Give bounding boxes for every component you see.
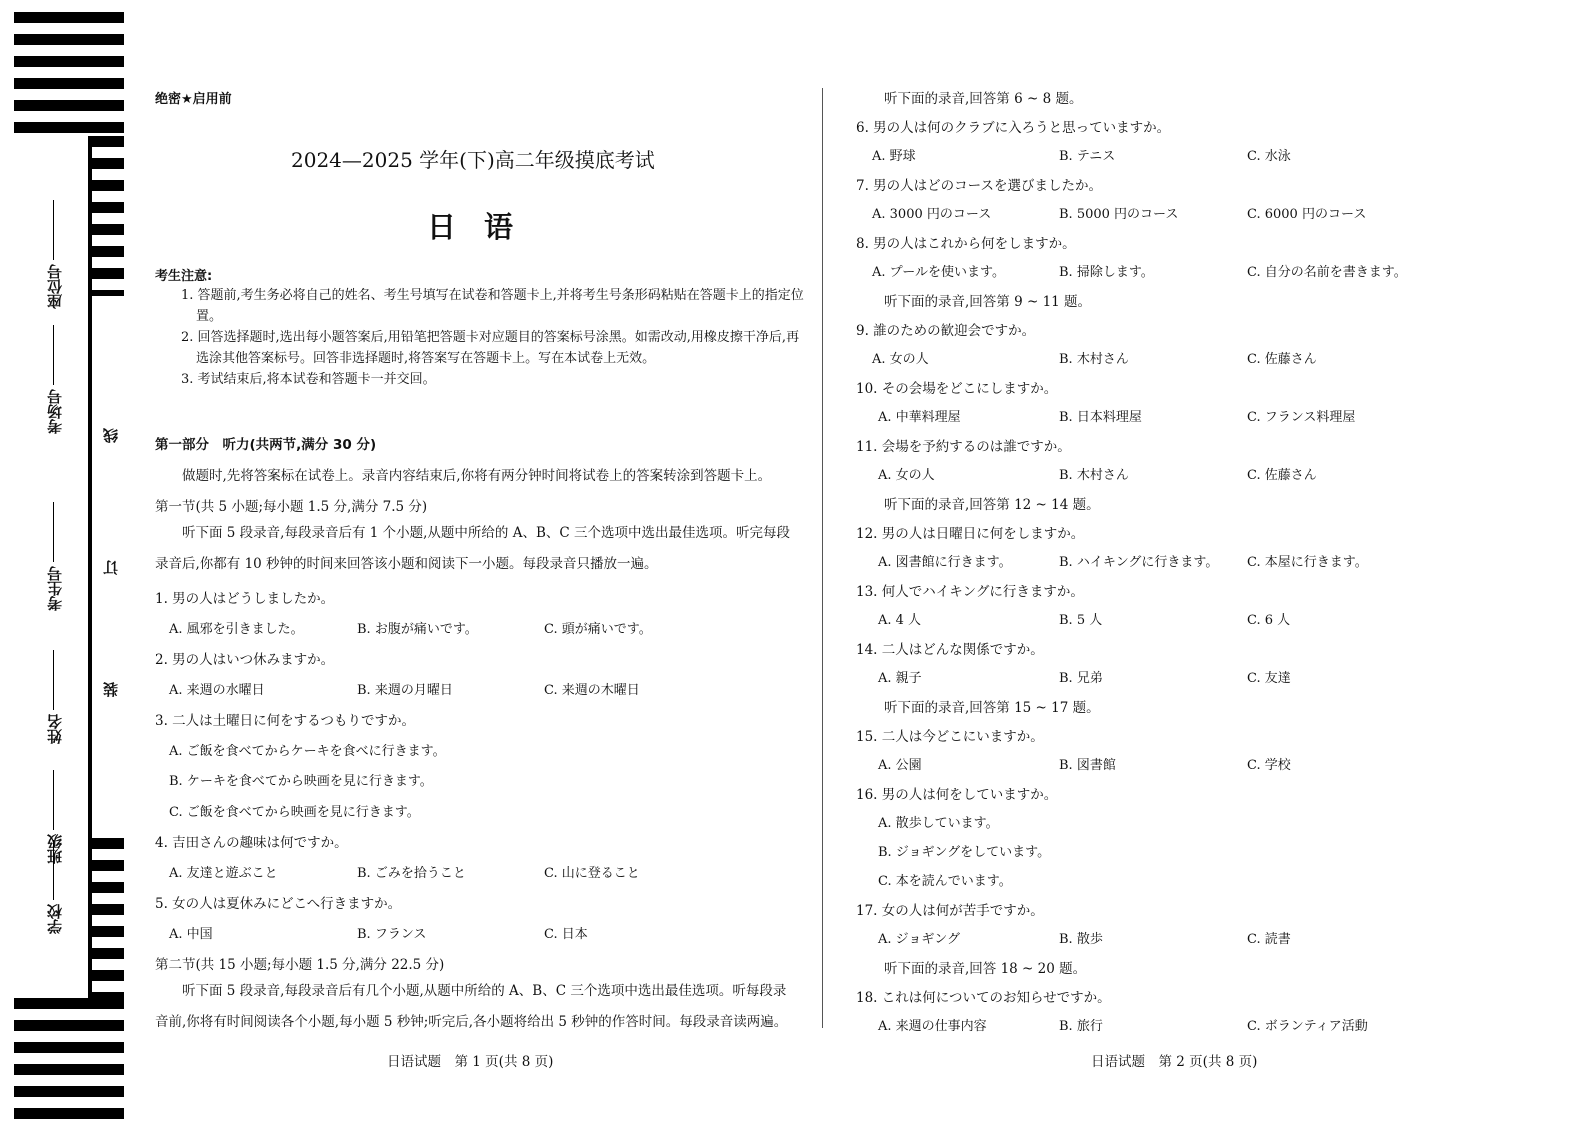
q10-option-b: B. 日本料理屋 [1059, 410, 1142, 425]
question-13: 13. 何人でハイキングに行きますか。 [856, 584, 1084, 600]
binding-stripes-top [14, 12, 124, 136]
group-instruction-12-14: 听下面的录音,回答第 12 ~ 14 题。 [884, 497, 1100, 513]
exam-title: 2024—2025 学年(下)高二年级摸底考试 [291, 148, 655, 172]
subject-title: 日语 [427, 210, 542, 244]
q5-option-a: A. 中国 [169, 927, 213, 942]
q17-option-b: B. 散歩 [1059, 932, 1103, 947]
q7-option-c: C. 6000 円のコース [1247, 207, 1367, 222]
q6-option-c: C. 水泳 [1247, 149, 1291, 164]
q16-option-a: A. 散歩しています。 [878, 816, 999, 831]
section2-instructions: 听下面 5 段录音,每段录音后有几个小题,从题中所给的 A、B、C 三个选项中选出最佳选项。听每段录音前,你将有时间阅读各个小题,每小题 5 秒钟;听完后,各小题将给出 5 秒钟的作答时间。每段录音读两遍。 [155, 983, 788, 1030]
binding-stripes-upper [92, 136, 124, 296]
group-instruction-9-11: 听下面的录音,回答第 9 ~ 11 题。 [884, 294, 1092, 310]
q5-option-b: B. フランス [357, 927, 427, 942]
q17-option-c: C. 読書 [1247, 932, 1291, 947]
q3-option-c: C. ご飯を食べてから映画を見に行きます。 [169, 805, 420, 820]
question-4: 4. 吉田さんの趣味は何ですか。 [155, 835, 348, 851]
group-instruction-15-17: 听下面的录音,回答第 15 ~ 17 题。 [884, 700, 1100, 716]
q12-option-c: C. 本屋に行きます。 [1247, 555, 1368, 570]
q1-option-b: B. お腹が痛いです。 [357, 622, 478, 637]
q3-option-a: A. ご飯を食べてからケーキを食べに行きます。 [169, 744, 446, 759]
q7-option-b: B. 5000 円のコース [1059, 207, 1179, 222]
binding-stripes-lower [92, 838, 124, 998]
q12-option-b: B. ハイキングに行きます。 [1059, 555, 1219, 570]
q4-option-c: C. 山に登ること [544, 866, 640, 881]
question-18: 18. これは何についてのお知らせですか。 [856, 990, 1111, 1006]
question-6: 6. 男の人は何のクラブに入ろうと思っていますか。 [856, 120, 1171, 136]
q15-option-b: B. 図書館 [1059, 758, 1116, 773]
q13-option-b: B. 5 人 [1059, 613, 1103, 628]
exam-room-label: 考场号 [44, 325, 70, 434]
binding-mark-line: 线 [102, 428, 120, 443]
question-2: 2. 男の人はいつ休みますか。 [155, 652, 335, 668]
q6-option-a: A. 野球 [872, 149, 916, 164]
q15-option-a: A. 公園 [878, 758, 922, 773]
question-15: 15. 二人は今どこにいますか。 [856, 729, 1044, 745]
q5-option-c: C. 日本 [544, 927, 588, 942]
q2-option-c: C. 来週の木曜日 [544, 683, 640, 698]
q15-option-c: C. 学校 [1247, 758, 1291, 773]
q18-option-c: C. ボランティア活動 [1247, 1019, 1368, 1034]
footer-page-1: 日语试题 第 1 页(共 8 页) [387, 1054, 554, 1070]
notice-heading: 考生注意: [155, 269, 213, 284]
school-label: 学校 [44, 840, 70, 934]
q9-option-a: A. 女の人 [872, 352, 929, 367]
q17-option-a: A. ジョギング [878, 932, 961, 947]
q18-option-b: B. 旅行 [1059, 1019, 1103, 1034]
binding-mark-staple: 订 [102, 560, 120, 575]
q12-option-a: A. 図書館に行きます。 [878, 555, 1012, 570]
q18-option-a: A. 来週の仕事内容 [878, 1019, 987, 1034]
q13-option-a: A. 4 人 [878, 613, 922, 628]
q9-option-b: B. 木村さん [1059, 352, 1129, 367]
q2-option-a: A. 来週の水曜日 [169, 683, 265, 698]
q7-option-a: A. 3000 円のコース [872, 207, 992, 222]
q1-option-a: A. 風邪を引きました。 [169, 622, 304, 637]
q1-option-c: C. 頭が痛いです。 [544, 622, 652, 637]
q16-option-c: C. 本を読んでいます。 [878, 874, 1012, 889]
section1-instructions: 听下面 5 段录音,每段录音后有 1 个小题,从题中所给的 A、B、C 三个选项中选出最佳选项。听完每段录音后,你都有 10 秒钟的时间来回答该小题和阅读下一小题。每段录音只播放一遍。 [155, 525, 791, 572]
q9-option-c: C. 佐藤さん [1247, 352, 1317, 367]
q6-option-b: B. テニス [1059, 149, 1116, 164]
notice-item-1: 1. 答题前,考生务必将自己的姓名、考生号填写在试卷和答题卡上,并将考生号条形码粘贴在答题卡上的指定位置。 [181, 288, 804, 324]
class-label: 班级 [44, 770, 70, 864]
group-instruction-6-8: 听下面的录音,回答第 6 ~ 8 题。 [884, 91, 1083, 107]
binding-mark-bind: 装 [102, 682, 120, 697]
column-divider [822, 88, 823, 1028]
q10-option-c: C. フランス料理屋 [1247, 410, 1356, 425]
question-7: 7. 男の人はどのコースを選びましたか。 [856, 178, 1102, 194]
q14-option-a: A. 親子 [878, 671, 922, 686]
q11-option-a: A. 女の人 [878, 468, 935, 483]
q4-option-b: B. ごみを拾うこと [357, 866, 466, 881]
q3-option-b: B. ケーキを食べてから映画を見に行きます。 [169, 774, 433, 789]
q11-option-c: C. 佐藤さん [1247, 468, 1317, 483]
notice-item-3: 3. 考试结束后,将本试卷和答题卡一并交回。 [181, 372, 436, 387]
question-14: 14. 二人はどんな関係ですか。 [856, 642, 1044, 658]
q10-option-a: A. 中華料理屋 [878, 410, 961, 425]
part1-heading: 第一部分 听力(共两节,满分 30 分) [155, 437, 377, 453]
notice-item-2: 2. 回答选择题时,选出每小题答案后,用铅笔把答题卡对应题目的答案标号涂黑。如需改动,用橡皮擦干净后,再选涂其他答案标号。回答非选择题时,将答案写在答题卡上。写在本试卷上无效。 [181, 330, 800, 366]
question-10: 10. その会場をどこにしますか。 [856, 381, 1058, 397]
q4-option-a: A. 友達と遊ぶこと [169, 866, 278, 881]
question-8: 8. 男の人はこれから何をしますか。 [856, 236, 1076, 252]
name-label: 姓名 [44, 650, 70, 744]
q8-option-b: B. 掃除します。 [1059, 265, 1154, 280]
q8-option-c: C. 自分の名前を書きます。 [1247, 265, 1407, 280]
footer-page-2: 日语试题 第 2 页(共 8 页) [1091, 1054, 1258, 1070]
q2-option-b: B. 来週の月曜日 [357, 683, 453, 698]
question-1: 1. 男の人はどうしましたか。 [155, 591, 335, 607]
question-12: 12. 男の人は日曜日に何をしますか。 [856, 526, 1085, 542]
question-16: 16. 男の人は何をしていますか。 [856, 787, 1058, 803]
q11-option-b: B. 木村さん [1059, 468, 1129, 483]
question-3: 3. 二人は土曜日に何をするつもりですか。 [155, 713, 416, 729]
q13-option-c: C. 6 人 [1247, 613, 1291, 628]
question-17: 17. 女の人は何が苦手ですか。 [856, 903, 1044, 919]
binding-stripes-bottom [14, 998, 124, 1124]
section1-heading: 第一节(共 5 小题;每小题 1.5 分,满分 7.5 分) [155, 499, 428, 515]
q8-option-a: A. プールを使います。 [872, 265, 1005, 280]
q16-option-b: B. ジョギングをしています。 [878, 845, 1051, 860]
secret-label: 绝密★启用前 [155, 92, 232, 107]
q14-option-b: B. 兄弟 [1059, 671, 1103, 686]
group-instruction-18-20: 听下面的录音,回答 18 ~ 20 题。 [884, 961, 1087, 977]
question-9: 9. 誰のための歓迎会ですか。 [856, 323, 1036, 339]
candidate-number-label: 考生号 [44, 502, 70, 611]
q14-option-c: C. 友達 [1247, 671, 1291, 686]
question-11: 11. 会場を予約するのは誰ですか。 [856, 439, 1071, 455]
seat-number-label: 座位号 [44, 200, 70, 309]
section2-heading: 第二节(共 15 小题;每小题 1.5 分,满分 22.5 分) [155, 957, 445, 973]
part1-intro: 做题时,先将答案标在试卷上。录音内容结束后,你将有两分钟时间将试卷上的答案转涂到答题卡上。 [182, 468, 772, 484]
question-5: 5. 女の人は夏休みにどこへ行きますか。 [155, 896, 402, 912]
